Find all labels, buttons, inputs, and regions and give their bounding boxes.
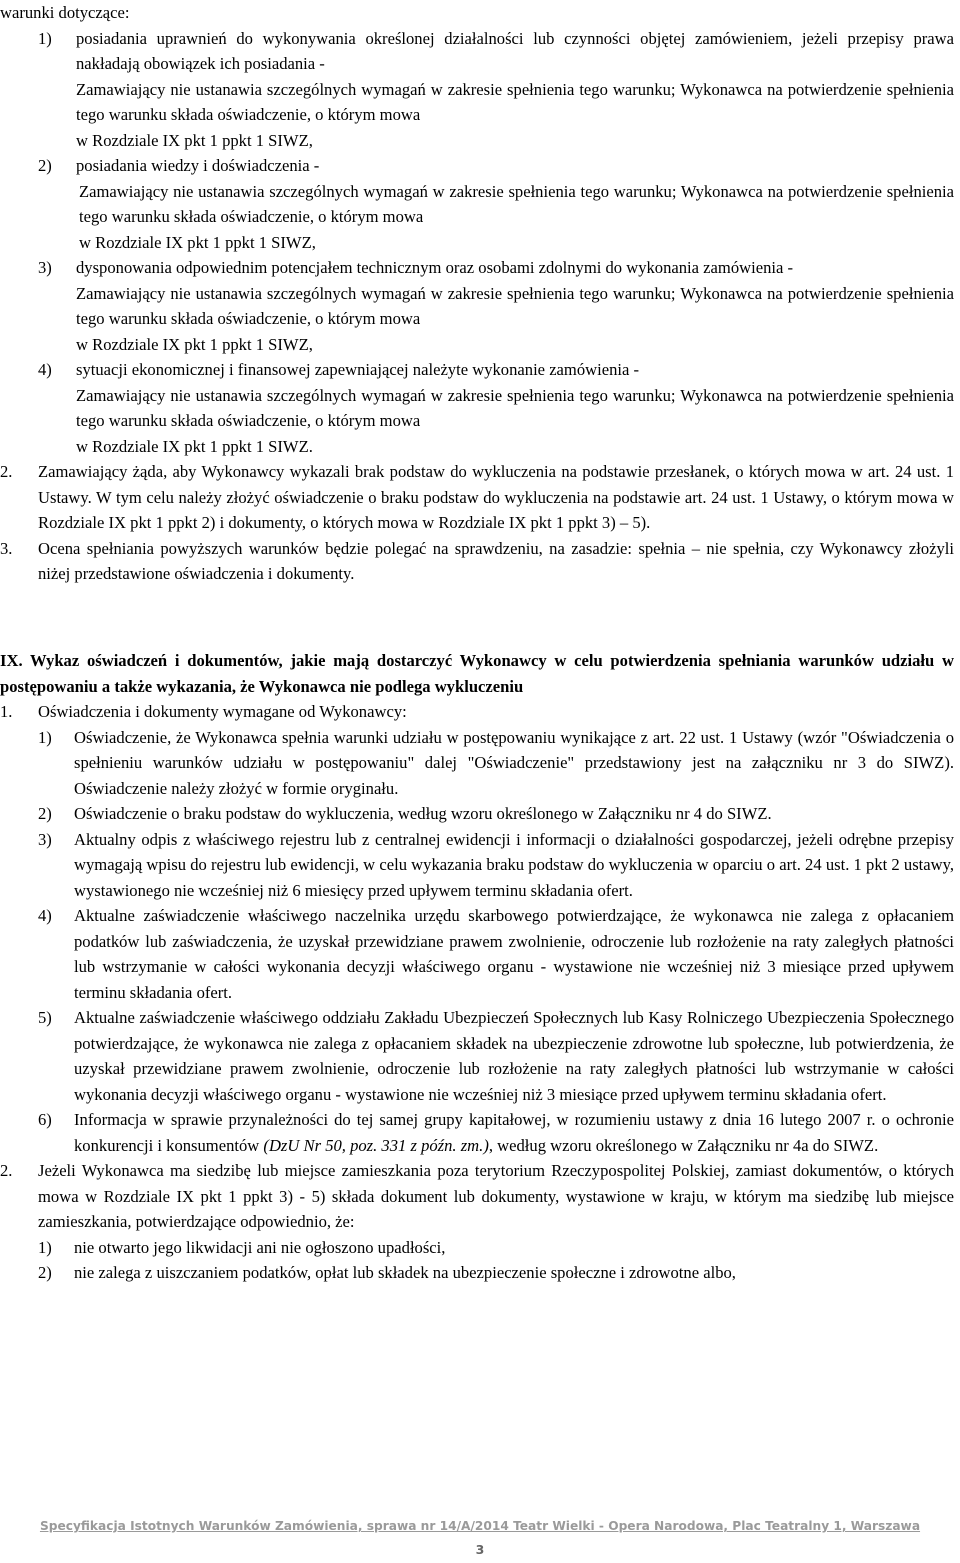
- list-item: [38, 903, 954, 1005]
- item-text: Aktualne zaświadczenie właściwego naczelnika urzędu skarbowego potwierdzające, że wykonawca nie zalega z opłacaniem podatków lub zaświadczenia, że uzyskał przewidziane prawem zwolnienie, odroczenie lub rozłożenie na raty zaległych płatności lub wstrzymanie w całości wykonania decyzji właściwego organu - wystawione nie wcześniej niż 3 miesiące przed upływem terminu składania ofert.: [74, 906, 954, 1002]
- footer-text: Specyfikacja Istotnych Warunków Zamówienia, sprawa nr 14/A/2014 Teatr Wielki - Opera Narodowa, Plac Teatralny 1, Warszawa: [39, 1519, 921, 1533]
- condition-body: Zamawiający nie ustanawia szczególnych wymagań w zakresie spełnienia tego warunku; Wykonawca na potwierdzenie spełnienia tego warunku składa oświadczenie, o którym mowa: [76, 79, 954, 124]
- list-item: [38, 1235, 954, 1261]
- condition-number: 3): [38, 258, 52, 277]
- condition-4: [38, 357, 954, 459]
- condition-number: 1): [38, 28, 52, 48]
- list-item: [38, 801, 954, 827]
- item-text: nie zalega z uiszczaniem podatków, opłat lub składek na ubezpieczenie społeczne i zdrowotne albo,: [74, 1263, 736, 1282]
- intro-text: warunki dotyczące:: [0, 3, 130, 22]
- condition-body: Zamawiający nie ustanawia szczególnych wymagań w zakresie spełnienia tego warunku; Wykonawca na potwierdzenie spełnienia tego warunku składa oświadczenie, o którym mowa: [79, 181, 954, 226]
- required-documents-list: [38, 725, 954, 1159]
- item-number: 2): [38, 1263, 52, 1282]
- condition-tail: w Rozdziale IX pkt 1 ppkt 1 SIWZ,: [76, 334, 313, 354]
- point-2: [0, 459, 954, 536]
- item-text: nie otwarto jego likwidacji ani nie ogłoszono upadłości,: [74, 1237, 446, 1257]
- list-item: [38, 1107, 954, 1158]
- condition-number: 2): [38, 156, 52, 175]
- section-heading: IX. Wykaz oświadczeń i dokumentów, jakie mają dostarczyć Wykonawcy w celu potwierdzenia spełniania warunków udziału w postępowaniu a także wykazania, że Wykonawca nie podlega wykluczeniu: [0, 651, 954, 696]
- condition-3: [38, 255, 954, 357]
- item-number: 2): [38, 804, 52, 823]
- condition-head: posiadania uprawnień do wykonywania określonej działalności lub czynności objętej zamówieniem, jeżeli przepisy prawa nakładają obowiązek ich posiadania -: [76, 28, 954, 73]
- item-text-part: , według wzoru określonego w Załączniku nr 4a do SIWZ.: [488, 1135, 879, 1155]
- point-text: Ocena spełniania powyższych warunków będzie polegać na sprawdzeniu, na zasadzie: spełnia – nie spełnia, czy Wykonawcy złożyli niżej przedstawione oświadczenia i dokumenty.: [38, 538, 954, 583]
- condition-tail: w Rozdziale IX pkt 1 ppkt 1 SIWZ,: [79, 232, 316, 252]
- point-text: Zamawiający żąda, aby Wykonawcy wykazali brak podstaw do wykluczenia na podstawie przesłanek, o których mowa w art. 24 ust. 1 Ustawy. W tym celu należy złożyć oświadczenie o braku podstaw do wykluczenia na podstawie art. 24 ust. 1 Ustawy, o którym mowa w Rozdziale IX pkt 1 ppkt 2) i dokumenty, o których mowa w Rozdziale IX pkt 1 ppkt 3) – 5).: [38, 462, 954, 532]
- item-text: [74, 1107, 954, 1158]
- page-footer: [0, 1518, 960, 1534]
- item-text: Aktualne zaświadczenie właściwego oddziału Zakładu Ubezpieczeń Społecznych lub Kasy Rolniczego Ubezpieczenia Społecznego potwierdzające, że wykonawca nie zalega z opłacaniem składek na ubezpieczenie zdrowotne lub społeczne, lub potwierdzenia, że uzyskał przewidziane prawem zwolnienie, odroczenie lub rozłożenie na raty zaległych płatności lub wstrzymanie w całości wykonania decyzji właściwego organu - wystawione nie wcześniej niż 3 miesiące przed upływem terminu składania ofert.: [74, 1008, 954, 1104]
- condition-2: [38, 153, 954, 255]
- point-number: 2.: [0, 1161, 13, 1180]
- item-number: 4): [38, 906, 52, 925]
- item-text-part: Informacja w sprawie przynależności do tej samej grupy kapitałowej, w rozumieniu ustawy z dnia 16 lutego 2007 r. o ochronie konkurencji i konsumentów: [74, 1110, 954, 1155]
- condition-head: sytuacji ekonomicznej i finansowej zapewniającej należyte wykonanie zamówienia -: [76, 360, 640, 379]
- item-number: 6): [38, 1110, 52, 1129]
- list-item: [38, 725, 954, 802]
- condition-body: Zamawiający nie ustanawia szczególnych wymagań w zakresie spełnienia tego warunku; Wykonawca na potwierdzenie spełnienia tego warunku składa oświadczenie, o którym mowa: [76, 385, 954, 430]
- item-text: Oświadczenie o braku podstaw do wykluczenia, według wzoru określonego w Załączniku nr 4 do SIWZ.: [74, 804, 772, 823]
- point-number: 2.: [0, 462, 13, 481]
- condition-1: [38, 26, 954, 154]
- item-number: 5): [38, 1008, 52, 1027]
- page-number: 3: [475, 1542, 485, 1557]
- section-ix-point-1: [0, 699, 954, 725]
- foreign-documents-list: [38, 1235, 954, 1286]
- item-text-citation: (DzU Nr 50, poz. 331 z późn. zm.): [263, 1135, 489, 1155]
- item-number: 1): [38, 1237, 52, 1257]
- condition-body: Zamawiający nie ustanawia szczególnych wymagań w zakresie spełnienia tego warunku; Wykonawca na potwierdzenie spełnienia tego warunku składa oświadczenie, o którym mowa: [76, 283, 954, 328]
- condition-head: dysponowania odpowiednim potencjałem technicznym oraz osobami zdolnymi do wykonania zamówienia -: [76, 258, 794, 277]
- point-text: Oświadczenia i dokumenty wymagane od Wykonawcy:: [38, 702, 407, 721]
- condition-head: posiadania wiedzy i doświadczenia -: [76, 156, 320, 175]
- list-item: [38, 827, 954, 904]
- item-number: 3): [38, 829, 52, 849]
- item-text: Aktualny odpis z właściwego rejestru lub z centralnej ewidencji i informacji o działalności gospodarczej, jeżeli odrębne przepisy wymagają wpisu do rejestru lub ewidencji, w celu wykazania braku podstaw do wykluczenia w oparciu o art. 24 ust. 1 pkt 2 ustawy, wystawionego nie wcześniej niż 6 miesięcy przed upływem terminu składania ofert.: [74, 829, 954, 900]
- list-item: [38, 1260, 954, 1286]
- item-text: Oświadczenie, że Wykonawca spełnia warunki udziału w postępowaniu wynikające z art. 22 ust. 1 Ustawy (wzór "Oświadczenia o spełnieniu warunków udziału w postępowaniu" dalej "Oświadczenie" przedstawiony jest na załączniku nr 3 do SIWZ). Oświadczenie należy złożyć w formie oryginału.: [74, 727, 954, 798]
- condition-number: 4): [38, 360, 52, 379]
- point-number: 3.: [0, 538, 13, 558]
- section-ix-point-2: [0, 1158, 954, 1235]
- item-number: 1): [38, 727, 52, 747]
- section-ix: [0, 648, 954, 1286]
- point-3: [0, 536, 954, 587]
- condition-tail: w Rozdziale IX pkt 1 ppkt 1 SIWZ,: [76, 130, 313, 150]
- point-text: Jeżeli Wykonawca ma siedzibę lub miejsce zamieszkania poza terytorium Rzeczypospolitej Polskiej, zamiast dokumentów, o których mowa w Rozdziale IX pkt 1 ppkt 3) - 5) składa dokument lub dokumenty, wystawione w kraju, w którym ma siedzibę lub miejsce zamieszkania, potwierdzające odpowiednio, że:: [38, 1161, 954, 1231]
- point-number: 1.: [0, 702, 13, 721]
- condition-tail: w Rozdziale IX pkt 1 ppkt 1 SIWZ.: [76, 436, 313, 456]
- conditions-block: [0, 0, 954, 587]
- list-item: [38, 1005, 954, 1107]
